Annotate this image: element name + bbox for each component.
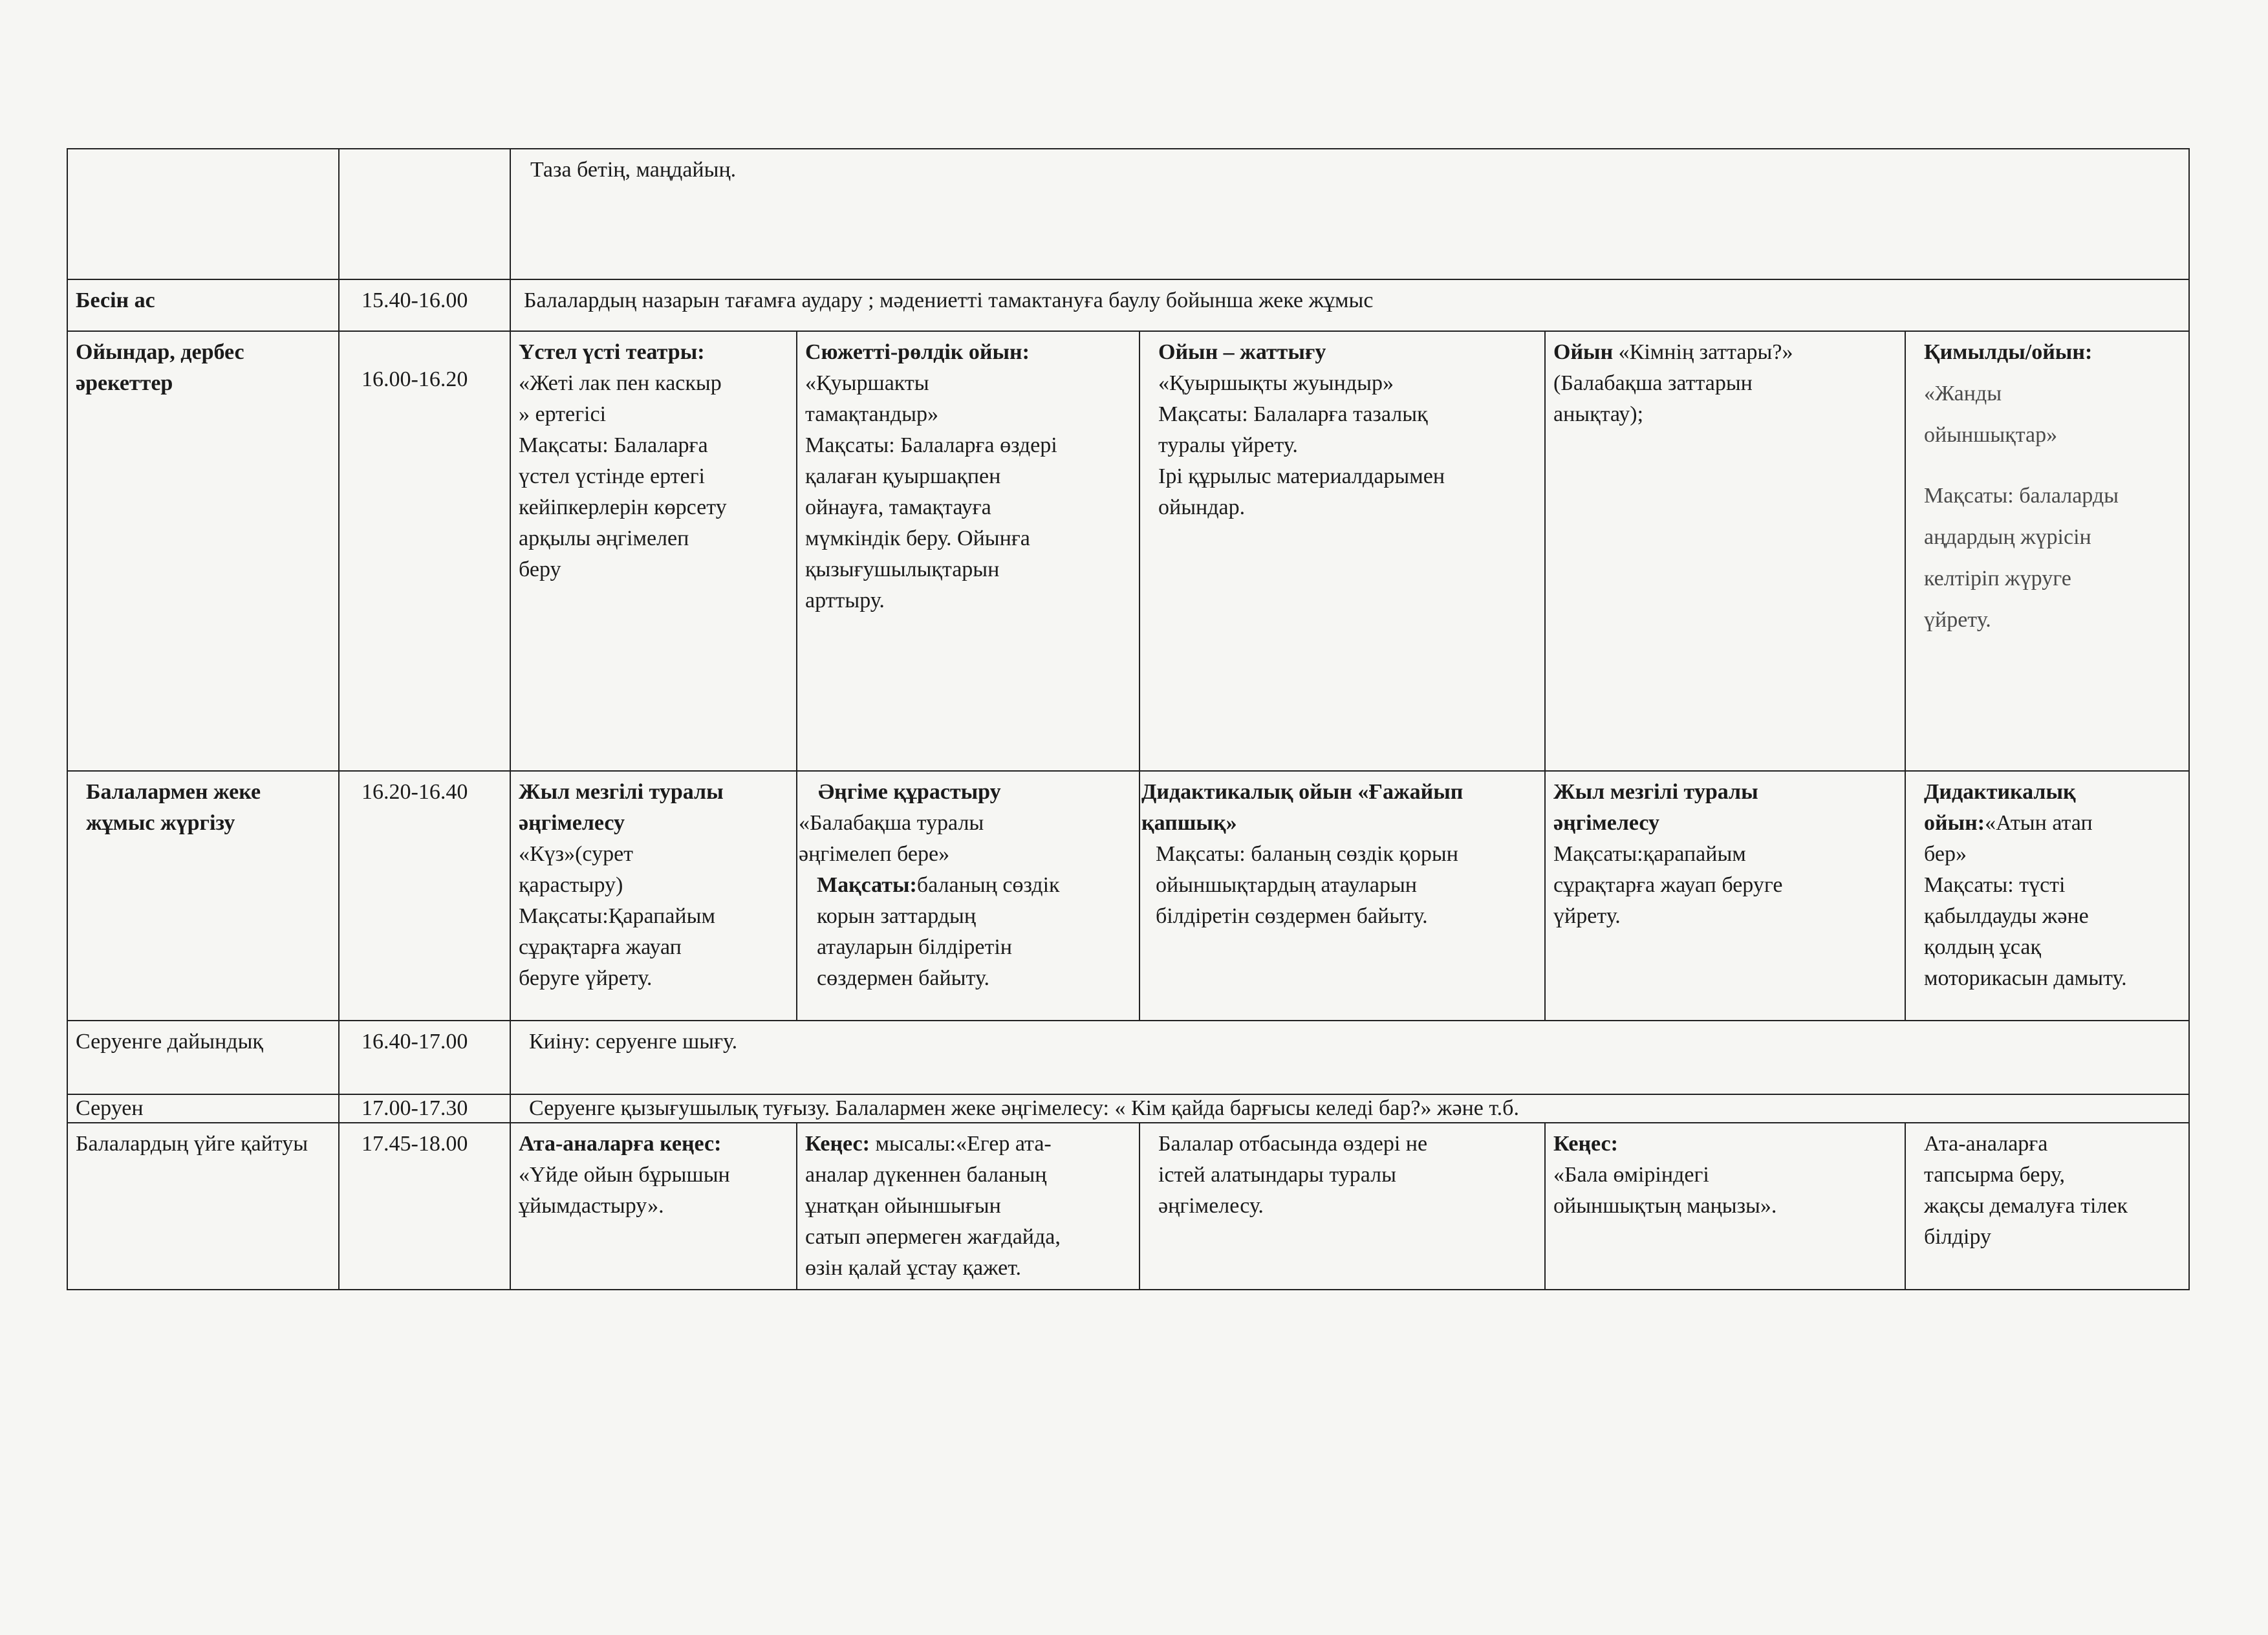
activity-line: ойыншықтар» bbox=[1924, 423, 2058, 447]
activity-line: корын заттардың bbox=[817, 904, 977, 928]
activity-line: беру bbox=[519, 558, 561, 581]
activity-cell bbox=[510, 331, 797, 771]
activity-line bbox=[799, 870, 1130, 901]
activity-line: жақсы демалуға тілек bbox=[1924, 1194, 2128, 1218]
activity-line: қызығушылықтарын bbox=[805, 558, 1000, 581]
activity-line: үйрету. bbox=[1924, 608, 1991, 632]
row-time-cell: 16.20-16.40 bbox=[339, 771, 510, 1021]
activity-line: ойыншықтардың атауларын bbox=[1156, 873, 1417, 897]
table-row bbox=[67, 1094, 2189, 1123]
activity-title: Ойын – жаттығу bbox=[1158, 340, 1326, 364]
activity-cell bbox=[797, 771, 1139, 1021]
row-content-cell: Серуенге қызығушылық туғызу. Балалармен жеке әңгімелесу: « Кім қайда барғысы келеді бар?» және т.б. bbox=[510, 1094, 2189, 1123]
activity-line: әңгімелесу. bbox=[1158, 1194, 1264, 1218]
activity-line: Ірі құрылыс материалдарымен bbox=[1158, 464, 1445, 488]
activity-line: ойнауға, тамақтауға bbox=[805, 495, 991, 519]
activity-title: Дидактикалық bbox=[1924, 780, 2076, 804]
activity-line: «Қуыршакты bbox=[805, 371, 929, 395]
activity-line: аңдардың жүрісін bbox=[1924, 525, 2091, 549]
activity-line: қарастыру) bbox=[519, 873, 623, 897]
activity-line: ойындар. bbox=[1158, 495, 1246, 519]
schedule-table bbox=[67, 148, 2190, 1290]
activity-title: әңгімелесу bbox=[1553, 811, 1660, 835]
activity-line: «Күз»(сурет bbox=[519, 842, 634, 866]
row-name-cell: Бесін ас bbox=[67, 279, 339, 331]
activity-line: анықтау); bbox=[1553, 402, 1644, 426]
table-row bbox=[67, 279, 2189, 331]
schedule-sheet bbox=[67, 148, 2188, 1290]
activity-cell bbox=[797, 1123, 1139, 1290]
activity-title: Әңгіме құрастыру bbox=[818, 780, 1001, 804]
activity-line: «Жеті лак пен кaскыр bbox=[519, 371, 722, 395]
activity-line: атауларын білдіретін bbox=[817, 935, 1012, 959]
activity-line: арттыру. bbox=[805, 589, 885, 612]
activity-title: Сюжетті-рөлдік ойын: bbox=[805, 340, 1030, 364]
activity-cell bbox=[1905, 771, 2189, 1021]
activity-cell bbox=[1545, 331, 1905, 771]
row-time-cell: 16.40-17.00 bbox=[339, 1021, 510, 1094]
row-name-cell: Балалармен жеке жұмыс жүргізу bbox=[67, 771, 339, 1021]
activity-line: білдіру bbox=[1924, 1225, 1992, 1249]
activity-line: тапсырма беру, bbox=[1924, 1163, 2065, 1187]
activity-line: білдіретін сөздермен байыту. bbox=[1156, 904, 1428, 928]
activity-line: «Балабақша туралы bbox=[799, 811, 984, 835]
activity-line: қалаған қуыршақпен bbox=[805, 464, 1001, 488]
activity-line: мүмкіндік беру. Ойынға bbox=[805, 526, 1030, 550]
spacer bbox=[1924, 456, 2179, 475]
activity-line: Мақсаты: Балаларға тазалық bbox=[1158, 402, 1428, 426]
activity-line: аналар дүкеннен баланың bbox=[805, 1163, 1047, 1187]
activity-title: әңгімелесу bbox=[519, 811, 625, 835]
table-row bbox=[67, 1123, 2189, 1290]
activity-label: Мақсаты: bbox=[817, 873, 917, 897]
activity-title: Үстел үсті театры: bbox=[519, 340, 705, 364]
row-name-cell: Балалардың үйге қайтуы bbox=[67, 1123, 339, 1290]
activity-title-line bbox=[1924, 808, 2179, 839]
row-content-cell bbox=[510, 149, 2189, 279]
activity-title: Ата-аналарға кеңес: bbox=[519, 1132, 722, 1156]
activity-line: Мақсаты: Балаларға bbox=[519, 433, 708, 457]
row-time-cell: 15.40-16.00 bbox=[339, 279, 510, 331]
row-time-cell bbox=[339, 149, 510, 279]
activity-cell bbox=[797, 331, 1139, 771]
activity-line: ұйымдастыру». bbox=[519, 1194, 664, 1218]
activity-title: қапшық» bbox=[1141, 811, 1237, 835]
row-time-cell: 17.00-17.30 bbox=[339, 1094, 510, 1123]
row-name-cell bbox=[67, 149, 339, 279]
activity-line: қабылдауды және bbox=[1924, 904, 2089, 928]
activity-cell bbox=[1139, 1123, 1545, 1290]
activity-line-rest: баланың сөздік bbox=[916, 873, 1060, 897]
activity-line: сөздермен байыту. bbox=[817, 966, 990, 990]
activity-line: сұрақтарға жауап беруге bbox=[1553, 873, 1783, 897]
activity-line: Мақсаты: түсті bbox=[1924, 873, 2066, 897]
activity-title: Қимылды/ойын: bbox=[1924, 340, 2093, 364]
activity-line: «Бала өміріндегі bbox=[1553, 1163, 1709, 1187]
activity-line: өзін қалай ұстау қажет. bbox=[805, 1256, 1022, 1280]
activity-line: келтіріп жүруге bbox=[1924, 567, 2071, 590]
activity-cell bbox=[1545, 1123, 1905, 1290]
table-row bbox=[67, 1021, 2189, 1094]
activity-line: моторикасын дамыту. bbox=[1924, 966, 2127, 990]
row-name-cell: Серуен bbox=[67, 1094, 339, 1123]
activity-line: «Үйде ойын бұрышын bbox=[519, 1163, 730, 1187]
activity-line: ұнатқан ойыншығын bbox=[805, 1194, 1001, 1218]
activity-cell bbox=[1905, 331, 2189, 771]
activity-line: сұрақтарға жауап bbox=[519, 935, 682, 959]
activity-cell bbox=[1139, 771, 1545, 1021]
activity-line: беруге үйрету. bbox=[519, 966, 653, 990]
activity-title: Кеңес: bbox=[805, 1132, 870, 1156]
activity-line: үйрету. bbox=[1553, 904, 1621, 928]
activity-line: ойыншықтың маңызы». bbox=[1553, 1194, 1777, 1218]
activity-line: Мақсаты: Балаларға өздері bbox=[805, 433, 1057, 457]
activity-line: үстел үстінде ертегі bbox=[519, 464, 705, 488]
activity-line: «Жанды bbox=[1924, 382, 2002, 406]
activity-title: Жыл мезгілі туралы bbox=[519, 780, 724, 804]
activity-line: бер» bbox=[1924, 842, 1967, 866]
row-time-cell: 17.45-18.00 bbox=[339, 1123, 510, 1290]
activity-title-rest: мысалы:«Егер ата- bbox=[869, 1132, 1052, 1156]
activity-line: істей алатындары туралы bbox=[1158, 1163, 1396, 1187]
activity-line: Балалар отбасында өздері не bbox=[1158, 1132, 1428, 1156]
table-row bbox=[67, 149, 2189, 279]
activity-title: ойын: bbox=[1924, 811, 1985, 835]
cell-text: Таза бетің, маңдайың. bbox=[530, 158, 737, 182]
activity-line: Ата-аналарға bbox=[1924, 1132, 2048, 1156]
row-name-cell: Серуенге дайындық bbox=[67, 1021, 339, 1094]
activity-title-rest: «Атын атап bbox=[1985, 811, 2093, 835]
row-name-cell: Ойындар, дербес әрекеттер bbox=[67, 331, 339, 771]
activity-line: әңгімелеп бере» bbox=[799, 842, 950, 866]
activity-line: туралы үйрету. bbox=[1158, 433, 1298, 457]
activity-line: тамақтандыр» bbox=[805, 402, 938, 426]
row-content-cell: Балалардың назарын тағамға аудару ; мәдениетті тамактануға баулу бойынша жеке жұмыс bbox=[510, 279, 2189, 331]
activity-title-line bbox=[1553, 337, 1895, 368]
activity-line: қолдың ұсақ bbox=[1924, 935, 2041, 959]
activity-line: арқылы әңгімелеп bbox=[519, 526, 689, 550]
activity-cell bbox=[1139, 331, 1545, 771]
table-row bbox=[67, 331, 2189, 771]
activity-line: Мақсаты: баланың сөздік қорын bbox=[1156, 842, 1458, 866]
activity-title: Жыл мезгілі туралы bbox=[1553, 780, 1758, 804]
activity-cell bbox=[1905, 1123, 2189, 1290]
activity-line: Мақсаты: балаларды bbox=[1924, 484, 2119, 508]
row-time-cell: 16.00-16.20 bbox=[339, 331, 510, 771]
table-row bbox=[67, 771, 2189, 1021]
activity-line: Мақсаты:Қарапайым bbox=[519, 904, 715, 928]
activity-cell bbox=[510, 1123, 797, 1290]
activity-cell bbox=[1545, 771, 1905, 1021]
activity-line: (Балабақша заттарын bbox=[1553, 371, 1753, 395]
activity-line: Мақсаты:қарапайым bbox=[1553, 842, 1746, 866]
activity-line: сатып әпермеген жағдайда, bbox=[805, 1225, 1061, 1249]
activity-title: Ойын bbox=[1553, 340, 1614, 364]
row-content-cell: Киіну: серуенге шығу. bbox=[510, 1021, 2189, 1094]
activity-line: » ертегісі bbox=[519, 402, 607, 426]
activity-title-line bbox=[805, 1129, 1130, 1160]
activity-title: Кеңес: bbox=[1553, 1132, 1618, 1156]
activity-line: кейіпкерлерін көрсету bbox=[519, 495, 727, 519]
activity-title-rest: «Кімнің заттары?» bbox=[1613, 340, 1793, 364]
activity-cell bbox=[510, 771, 797, 1021]
activity-line: «Қуыршықты жуындыр» bbox=[1158, 371, 1394, 395]
activity-title: Дидактикалық ойын «Ғажайып bbox=[1141, 780, 1463, 804]
